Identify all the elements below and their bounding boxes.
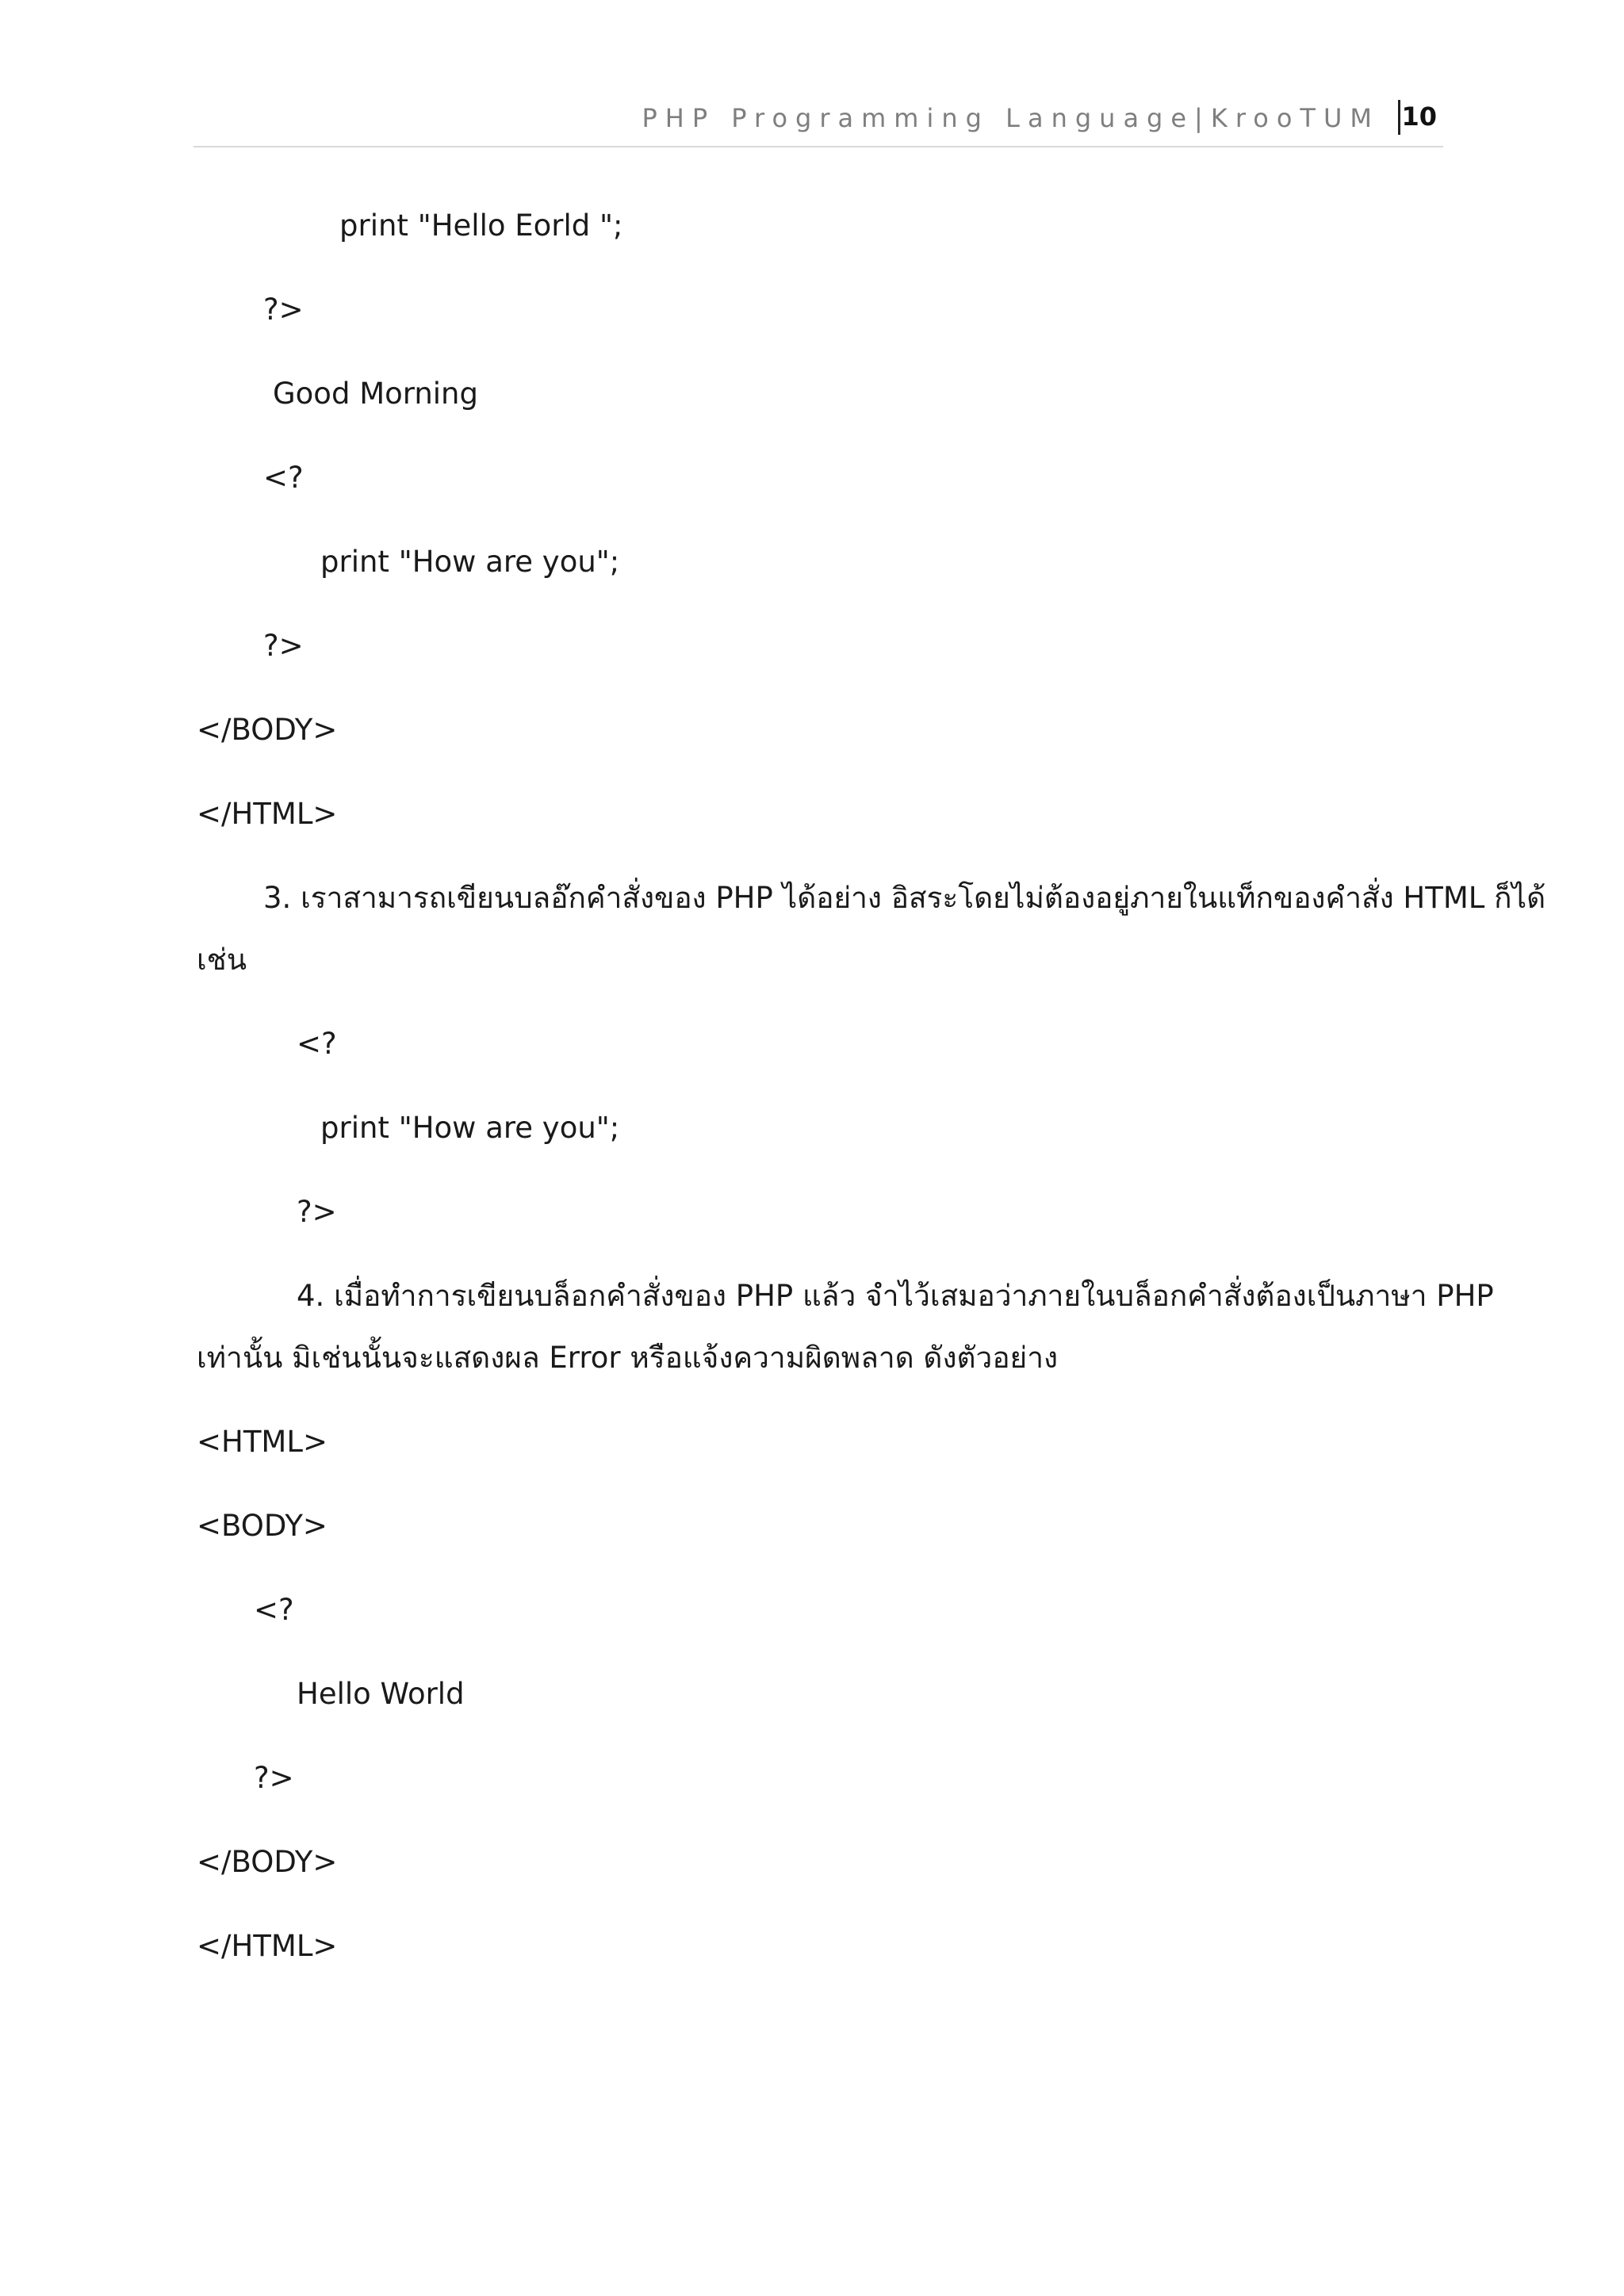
- code-line-body-close: </BODY>: [197, 1845, 338, 1879]
- code-line-body-close: </BODY>: [197, 713, 338, 747]
- code-line-html-close: </HTML>: [197, 797, 338, 831]
- code-line-hello-world: Hello World: [297, 1677, 465, 1711]
- code-line-html-open: <HTML>: [197, 1425, 327, 1459]
- page-header: [193, 100, 1443, 147]
- paragraph-4-line-2: เท่านั้น มิเช่นนั้นจะแสดงผล Error หรือแจ้งความผิดพลาด ดังตัวอย่าง: [197, 1341, 1059, 1375]
- code-line-open-tag: <?: [297, 1027, 337, 1061]
- code-line-print-hello: print "Hello Eorld ";: [339, 209, 623, 243]
- code-line-open-tag: <?: [254, 1593, 294, 1627]
- header-separator: [1398, 100, 1400, 135]
- code-line-print-how: print "How are you";: [320, 545, 620, 579]
- paragraph-3-line-2: เช่น: [197, 943, 247, 977]
- code-line-close-tag: ?>: [297, 1195, 337, 1229]
- code-line-body-open: <BODY>: [197, 1509, 327, 1543]
- paragraph-3-line-1: 3. เราสามารถเขียนบลอ๊กคำสั่งของ PHP ได้อย่าง อิสระโดยไม่ต้องอยู่ภายในแท็กของคำสั่ง HTML ก็ได้: [263, 881, 1546, 915]
- page-number: 10: [1401, 101, 1437, 132]
- paragraph-4-line-1: 4. เมื่อทำการเขียนบล็อกคำสั่งของ PHP แล้ว จำไว้เสมอว่าภายในบล็อกคำสั่งต้องเป็นภาษา PHP: [297, 1279, 1494, 1313]
- code-line-print-how: print "How are you";: [320, 1111, 620, 1145]
- code-line-close-tag: ?>: [263, 293, 304, 327]
- code-line-close-tag: ?>: [263, 629, 304, 663]
- code-line-close-tag: ?>: [254, 1761, 294, 1795]
- code-line-open-tag: <?: [263, 461, 304, 495]
- code-line-good-morning: Good Morning: [273, 377, 478, 411]
- header-title: PHP Programming Language|KrooTUM: [642, 103, 1380, 133]
- code-line-html-close: </HTML>: [197, 1929, 338, 1963]
